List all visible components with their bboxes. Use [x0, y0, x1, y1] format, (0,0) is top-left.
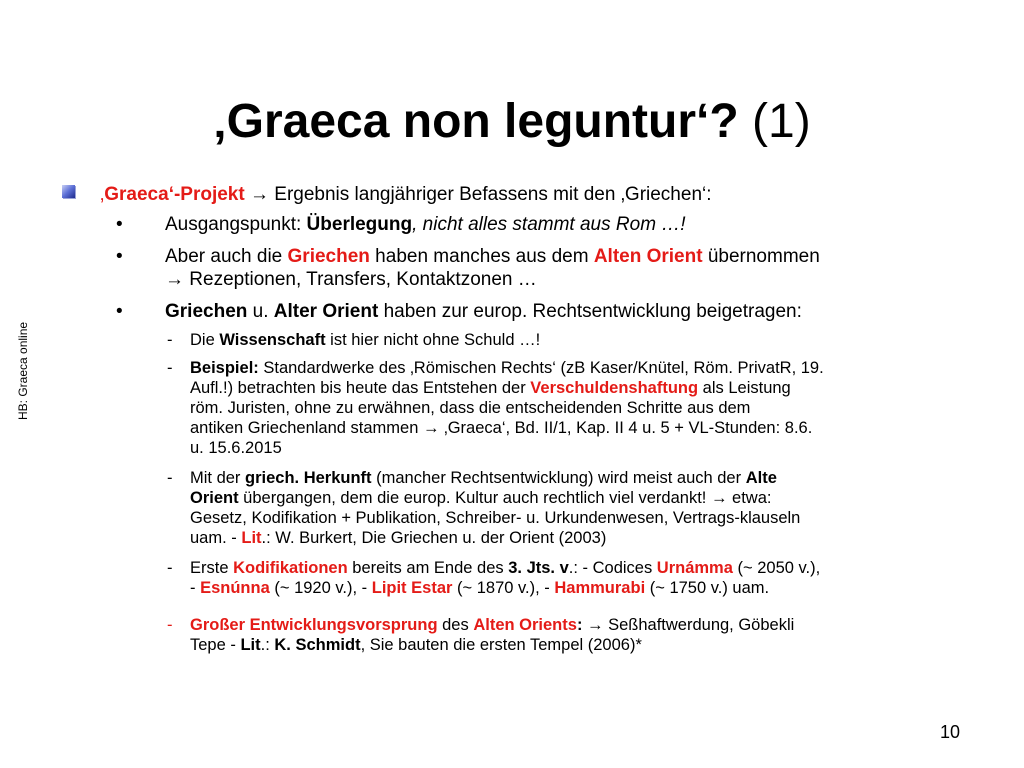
- text-run: Überlegung: [306, 214, 413, 235]
- level1-item: [100, 183, 712, 207]
- text-run: :: [576, 616, 583, 634]
- text-run: Aufl.!) betrachten bis heute das Entstehen der: [190, 379, 531, 397]
- sub-item-text: [190, 378, 791, 398]
- text-run: Erste: [190, 559, 234, 577]
- text-run: röm. Juristen, ohne zu erwähnen, dass die entscheidenden Schritte aus dem: [190, 399, 751, 417]
- bullet-dot: •: [116, 246, 123, 267]
- quote-open: ‚: [100, 184, 105, 205]
- dash-marker: -: [167, 559, 173, 577]
- text-run: antiken Griechenland stammen → ‚Graeca‘, Bd. II/1, Kap. II 4 u. 5 + VL-Stunden: 8.6.: [190, 419, 813, 437]
- text-run: → Seßhaftwerdung, Göbekli: [582, 616, 795, 634]
- level1-rest: → Ergebnis langjähriger Befassens mit den ‚Griechen‘:: [244, 184, 712, 205]
- text-run: .: - Codices: [568, 559, 657, 577]
- text-run: Urnámma: [656, 559, 733, 577]
- text-run: Ausgangspunkt:: [165, 214, 307, 235]
- page-number: 10: [939, 722, 960, 742]
- text-run: uam. -: [190, 529, 242, 547]
- slide-title: [0, 92, 1024, 152]
- text-run: Alter Orient: [273, 301, 379, 322]
- text-run: übernommen: [702, 246, 820, 267]
- bullet-text: [165, 213, 686, 236]
- text-run: haben zur europ. Rechtsentwicklung beigetragen:: [378, 301, 802, 322]
- text-run: Tepe -: [190, 636, 241, 654]
- text-run: haben manches aus dem: [369, 246, 594, 267]
- sub-item-text: [190, 488, 771, 508]
- bullet-dot: •: [116, 301, 123, 322]
- sub-item-text: [190, 358, 824, 378]
- text-run: Die: [190, 331, 220, 349]
- text-run: → Rezeptionen, Transfers, Kontaktzonen …: [165, 269, 537, 290]
- dash-marker: -: [167, 469, 173, 487]
- text-run: Großer Entwicklungsvorsprung: [190, 616, 438, 634]
- text-run: (~ 1750 v.) uam.: [645, 579, 770, 597]
- text-run: (~ 2050 v.),: [732, 559, 821, 577]
- text-run: Esnúnna: [200, 579, 270, 597]
- text-run: (mancher Rechtsentwicklung) wird meist auch der: [371, 469, 746, 487]
- text-run: Mit der: [190, 469, 246, 487]
- bullet-text: [165, 300, 802, 323]
- bullet-dot: •: [116, 214, 123, 235]
- text-run: des: [437, 616, 474, 634]
- text-run: Griechen: [165, 301, 248, 322]
- text-run: Alten Orient: [593, 246, 703, 267]
- text-run: K. Schmidt: [274, 636, 361, 654]
- bullet-text: [165, 245, 820, 268]
- text-run: u.: [247, 301, 274, 322]
- dash-marker: -: [167, 359, 173, 377]
- text-run: 3. Jts. v: [508, 559, 569, 577]
- text-run: Alten Orients: [473, 616, 577, 634]
- text-run: (~ 1870 v.), -: [452, 579, 555, 597]
- text-run: Kodifikationen: [233, 559, 348, 577]
- sub-item-text: [190, 615, 794, 635]
- text-run: u. 15.6.2015: [190, 439, 282, 457]
- text-run: Verschuldenshaftung: [530, 379, 699, 397]
- text-run: ist hier nicht ohne Schuld …!: [325, 331, 541, 349]
- sub-item-text: [190, 528, 606, 548]
- text-run: Lit: [241, 529, 262, 547]
- text-run: Lipit Estar: [371, 579, 453, 597]
- sub-item-text: [190, 558, 820, 578]
- text-run: Griechen: [287, 246, 370, 267]
- text-run: , Sie bauten die ersten Tempel (2006)*: [360, 636, 642, 654]
- sub-item-text: [190, 635, 642, 655]
- side-note: HB: Graeca online: [16, 321, 30, 420]
- text-run: Hammurabi: [554, 579, 646, 597]
- text-run: .: W. Burkert, Die Griechen u. der Orient (2003): [261, 529, 607, 547]
- text-run: Beispiel:: [190, 359, 259, 377]
- text-run: .:: [260, 636, 275, 654]
- text-run: Standardwerke des ‚Römischen Rechts‘ (zB Kaser/Knütel, Röm. PrivatR, 19.: [258, 359, 824, 377]
- project-name-part1: Graeca: [104, 184, 169, 205]
- text-run: Alte: [745, 469, 777, 487]
- text-run: (~ 1920 v.), -: [269, 579, 372, 597]
- text-run: bereits am Ende des: [347, 559, 509, 577]
- text-run: als Leistung: [698, 379, 791, 397]
- text-run: Aber auch die: [165, 246, 288, 267]
- text-run: übergangen, dem die europ. Kultur auch rechtlich viel verdankt! → etwa:: [238, 489, 772, 507]
- sub-item-text: [190, 468, 777, 488]
- text-run: Gesetz, Kodifikation + Publikation, Schreiber- u. Urkundenwesen, Vertrags-klauseln: [190, 509, 801, 527]
- sub-item-text: [190, 578, 769, 598]
- text-run: , nicht alles stammt aus Rom …!: [412, 214, 686, 235]
- text-run: griech. Herkunft: [245, 469, 372, 487]
- text-run: -: [190, 579, 201, 597]
- project-name-part2: ‘-Projekt: [168, 184, 245, 205]
- text-run: Wissenschaft: [219, 331, 326, 349]
- sub-item-text: [190, 330, 540, 350]
- dash-marker: -: [167, 616, 173, 634]
- title-main: ‚Graeca non leguntur‘?: [213, 95, 739, 149]
- text-run: Lit: [240, 636, 261, 654]
- dash-marker: -: [167, 331, 173, 349]
- text-run: Orient: [190, 489, 239, 507]
- title-number: (1): [752, 95, 811, 149]
- square-bullet-icon: [62, 185, 75, 198]
